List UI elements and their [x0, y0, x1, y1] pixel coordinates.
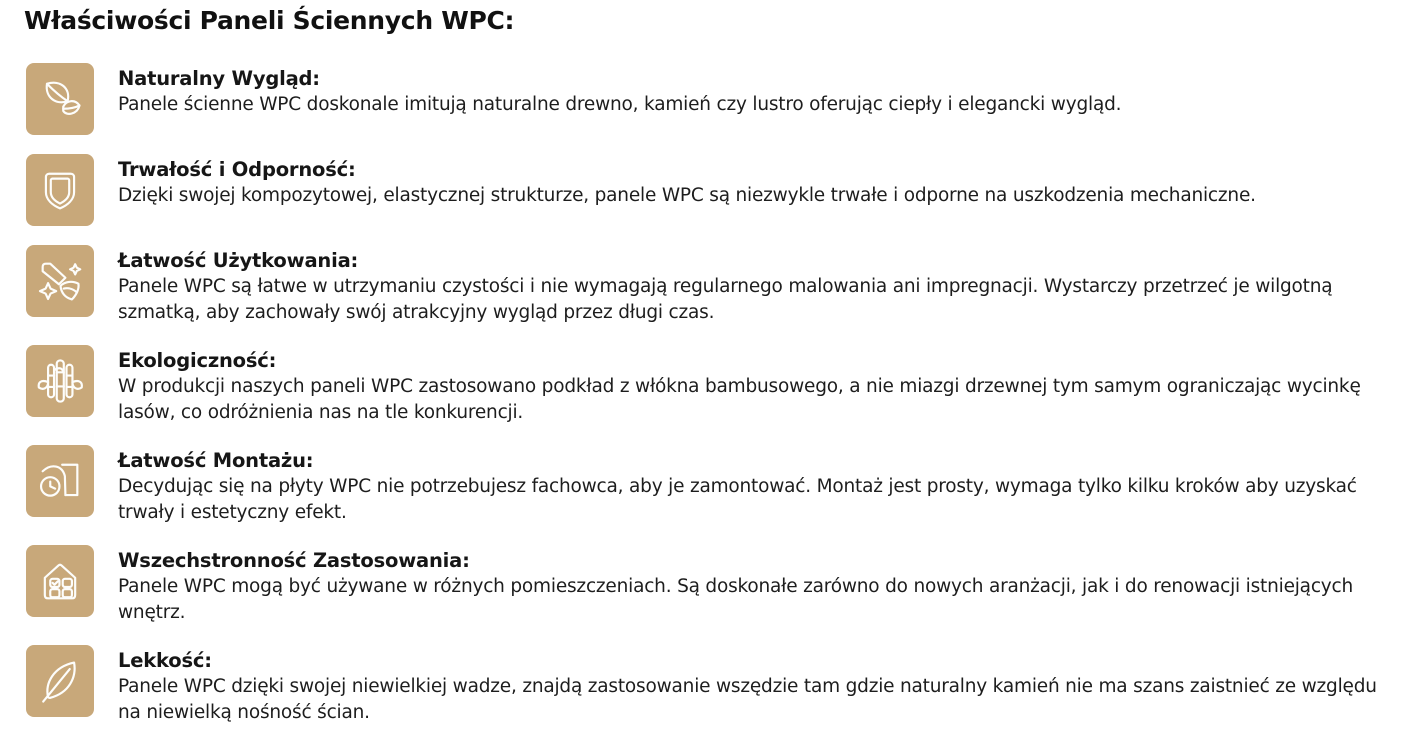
feature-body: Panele WPC są łatwe w utrzymaniu czystości i nie wymagają regularnego malowania ani impregnacji. Wystarczy przetrzeć je wilgotną szmatką, aby zachowały swój atrakcyjny wygląd przez długi czas. — [118, 276, 1333, 323]
feature-text — [118, 445, 1388, 526]
feature-body: Decydując się na płyty WPC nie potrzebujesz fachowca, aby je zamontować. Montaż jest prosty, wymaga tylko kilku kroków aby uzyskać trwały i estetyczny efekt. — [118, 476, 1357, 523]
feature-item-natural-look — [24, 63, 1405, 135]
feature-text — [118, 63, 1121, 118]
feature-item-easy-install — [24, 445, 1405, 526]
feature-item-ease-of-use — [24, 245, 1405, 326]
feature-item-eco — [24, 345, 1405, 426]
feature-body: W produkcji naszych paneli WPC zastosowano podkład z włókna bambusowego, a nie miazgi drzewnej tym samym ograniczając wycinkę lasów, co odróżnienia nas na tle konkurencji. — [118, 376, 1361, 423]
feature-body: Panele WPC mogą być używane w różnych pomieszczeniach. Są doskonałe zarówno do nowych aranżacji, jak i do renowacji istniejących wnętrz. — [118, 576, 1354, 623]
feature-heading: Łatwość Montażu: — [118, 449, 314, 472]
feature-text — [118, 345, 1388, 426]
feature-heading: Lekkość: — [118, 649, 212, 672]
feature-heading: Naturalny Wygląd: — [118, 67, 320, 90]
feature-item-durability — [24, 154, 1405, 226]
leaf-icon — [34, 73, 86, 125]
panel-clock-icon — [34, 455, 86, 507]
icon-tile — [26, 154, 94, 226]
feature-item-versatility — [24, 545, 1405, 626]
feature-text — [118, 154, 1256, 209]
feature-text — [118, 245, 1388, 326]
feature-text — [118, 545, 1388, 626]
feature-heading: Wszechstronność Zastosowania: — [118, 549, 470, 572]
house-windows-icon — [34, 555, 86, 607]
feature-body: Panele ścienne WPC doskonale imitują naturalne drewno, kamień czy lustro oferując ciepły i elegancki wygląd. — [118, 94, 1122, 115]
icon-tile — [26, 63, 94, 135]
icon-tile — [26, 445, 94, 517]
feature-heading: Ekologiczność: — [118, 349, 277, 372]
cleaning-brush-icon — [34, 255, 86, 307]
icon-tile — [26, 545, 94, 617]
feature-heading: Łatwość Użytkowania: — [118, 249, 359, 272]
feature-text — [118, 645, 1388, 726]
icon-tile — [26, 245, 94, 317]
page-title: Właściwości Paneli Ściennych WPC: — [24, 6, 515, 35]
bamboo-icon — [34, 355, 86, 407]
shield-icon — [34, 164, 86, 216]
feature-item-lightweight — [24, 645, 1405, 726]
feature-body: Panele WPC dzięki swojej niewielkiej wadze, znajdą zastosowanie wszędzie tam gdzie naturalny kamień nie ma szans zaistnieć ze względu na niewielką nośność ścian. — [118, 676, 1377, 723]
icon-tile — [26, 645, 94, 717]
icon-tile — [26, 345, 94, 417]
feature-heading: Trwałość i Odporność: — [118, 158, 356, 181]
feature-body: Dzięki swojej kompozytowej, elastycznej strukturze, panele WPC są niezwykle trwałe i odporne na uszkodzenia mechaniczne. — [118, 185, 1256, 206]
feather-icon — [34, 655, 86, 707]
feature-list — [24, 63, 1405, 726]
